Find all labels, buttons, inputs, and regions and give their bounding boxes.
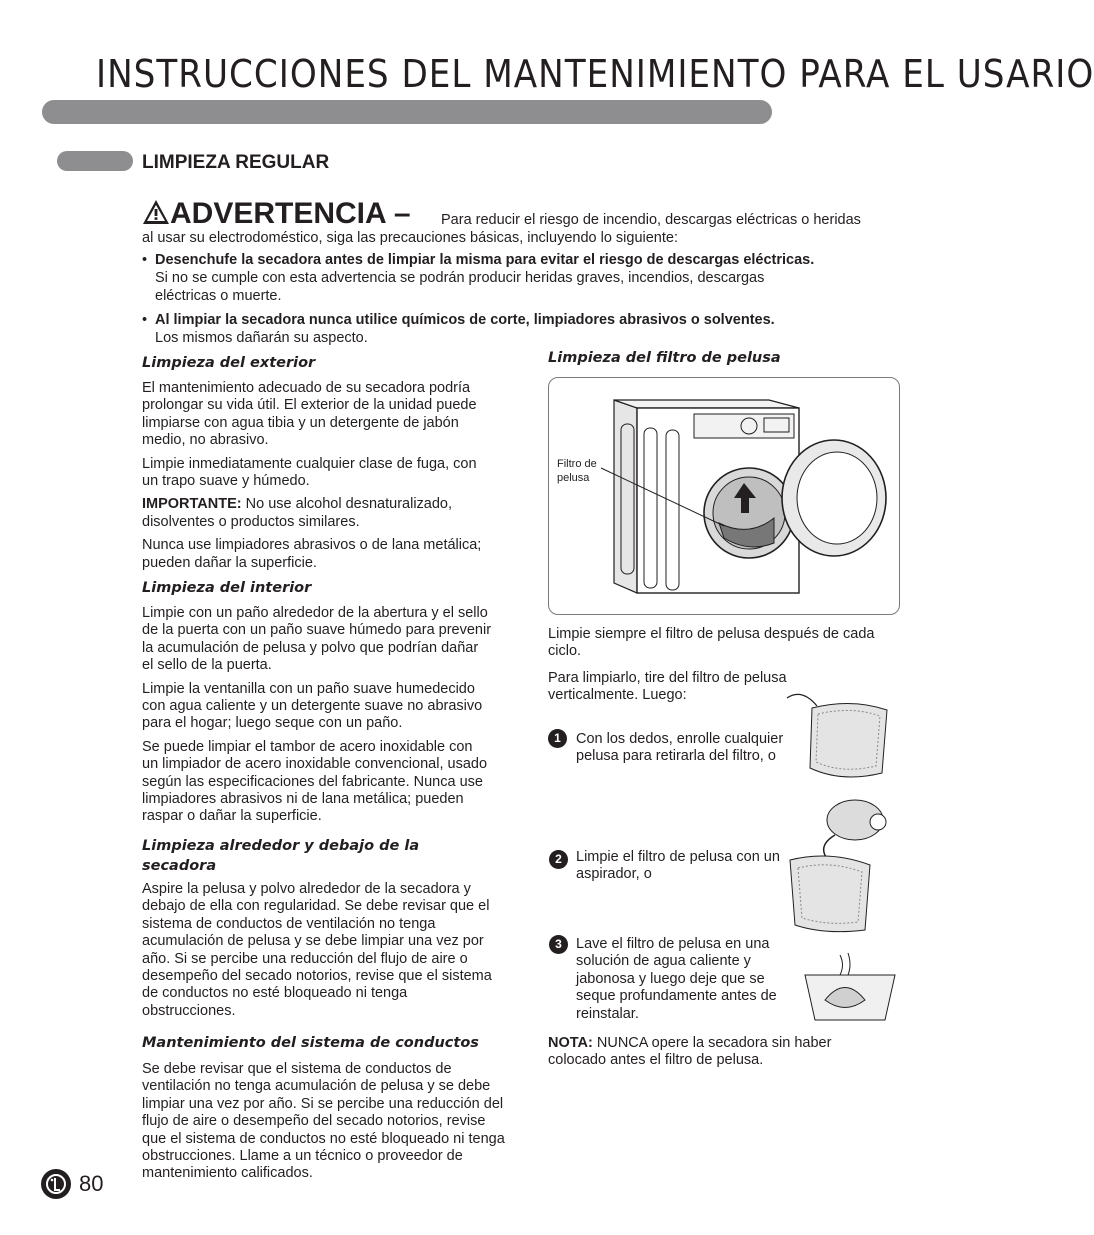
exterior-p4: Nunca use limpiadores abrasivos o de lana metálica; pueden dañar la superficie. (142, 537, 482, 571)
page-number: 80 (79, 1171, 104, 1196)
step-3-text: Lave el filtro de pelusa en una solución de agua caliente y jabonosa y luego deje que se seque profundamente antes de reinstalar. (576, 936, 777, 1022)
warning-bullet-bold: Desenchufe la secadora antes de limpiar la misma para evitar el riesgo de descargas eléctricas. (155, 252, 815, 268)
interior-p3: Se puede limpiar el tambor de acero inoxidable con un limpiador de acero inoxidable convencional, usado según las especificaciones del fabricante. Nunca use limpiadores abrasivos ni de lana metálica; pueden raspar o dañar la superficie. (142, 738, 488, 825)
interior-heading: Limpieza del interior (142, 580, 312, 596)
interior-p2: Limpie la ventanilla con un paño suave humedecido con agua caliente y un detergente suave no abrasivo para el hogar; luego seque con un paño. (142, 680, 483, 732)
around-body (142, 881, 492, 1026)
ducts-body (142, 1061, 507, 1189)
filter-p1: Limpie siempre el filtro de pelusa después de cada ciclo. (548, 626, 875, 660)
note-text: NUNCA opere la secadora sin haber colocado antes el filtro de pelusa. (548, 1035, 832, 1069)
exterior-p1: El mantenimiento adecuado de su secadora podría prolongar su vida útil. El exterior de la unidad puede limpiarse con agua tibia y un detergente de jabón medio, no abrasivo. (142, 380, 477, 449)
interior-p1: Limpie con un paño alrededor de la abertura y el sello de la puerta con un paño suave húmedo para prevenir la acumulación de pelusa y polvo que podrían dañar el sello de la puerta. (142, 605, 492, 674)
lint-filter-label: Filtro de pelusa (557, 458, 597, 484)
around-heading: Limpieza alrededor y debajo de la secadora (142, 838, 420, 874)
step-number-3: 3 (549, 935, 568, 954)
ducts-heading: Mantenimiento del sistema de conductos (142, 1035, 479, 1051)
warning-intro-line1: Para reducir el riesgo de incendio, descargas eléctricas o heridas (441, 212, 861, 228)
lg-logo (40, 1168, 72, 1200)
exterior-heading: Limpieza del exterior (142, 355, 316, 371)
exterior-body (142, 380, 487, 578)
warning-icon (142, 199, 170, 233)
exterior-p3 (142, 496, 487, 531)
step-1-text: Con los dedos, enrolle cualquier pelusa para retirarla del filtro, o (576, 731, 784, 765)
warning-bullet-bold: Al limpiar la secadora nunca utilice químicos de corte, limpiadores abrasivos o solventes. (155, 312, 775, 328)
filter-heading: Limpieza del filtro de pelusa (548, 350, 781, 366)
around-p1: Aspire la pelusa y polvo alrededor de la secadora y debajo de ella con regularidad. Se debe revisar que el sistema de conductos de ventilación no tenga acumulación de pelusa y se debe limpiar una vez por año. Si se percibe una reducción del flujo de aire o desempeño del secado notorios, revise que el sistema de conductos no esté bloqueado ni tenga obstrucciones. (142, 881, 492, 1019)
exterior-p2: Limpie inmediatamente cualquier clase de fuga, con un trapo suave y húmedo. (142, 455, 477, 490)
dryer-figure (548, 377, 900, 615)
warning-bullet-text: Los mismos dañarán su aspecto. (155, 330, 368, 346)
note-label: NOTA: (548, 1035, 593, 1051)
section-marker (57, 151, 133, 171)
important-label: IMPORTANTE: (142, 496, 242, 513)
vacuum-illustration (780, 790, 900, 940)
page-title: INSTRUCCIONES DEL MANTENIMIENTO PARA EL USARIO (96, 52, 1094, 96)
exterior-p3-text: No use alcohol desnaturalizado, disolventes o productos similares. (142, 496, 453, 530)
warning-title: ADVERTENCIA – (170, 197, 411, 230)
section-title: LIMPIEZA REGULAR (142, 152, 330, 173)
ducts-p1: Se debe revisar que el sistema de conductos de ventilación no tenga acumulación de pelusa y se debe limpiar una vez por año. Si se percibe una reducción del flujo de aire o desempeño del secado notorios, revise que el sistema de conductos no esté bloqueado ni tenga obstrucciones. Llame a un técnico o proveedor de mantenimiento calificados. (142, 1061, 505, 1182)
bullet-dot: • (142, 312, 148, 328)
step-number-1: 1 (548, 729, 567, 748)
warning-bullet-text: Si no se cumple con esta advertencia se podrán producir heridas graves, incendios, descargas eléctricas o muerte. (155, 270, 765, 304)
washing-illustration (800, 945, 900, 1030)
interior-body (142, 605, 492, 832)
filter-hand-illustration (782, 688, 902, 793)
step-2-text: Limpie el filtro de pelusa con un aspirador, o (576, 849, 780, 883)
bullet-dot: • (142, 252, 148, 268)
filter-note (548, 1035, 868, 1070)
dryer-illustration (549, 378, 899, 614)
warning-intro-line2: al usar su electrodoméstico, siga las precauciones básicas, incluyendo lo siguiente: (142, 230, 678, 246)
title-bar (42, 100, 772, 124)
warning-heading (142, 197, 411, 233)
step-number-2: 2 (549, 850, 568, 869)
filter-p2: Para limpiarlo, tire del filtro de pelusa verticalmente. Luego: (548, 669, 787, 704)
